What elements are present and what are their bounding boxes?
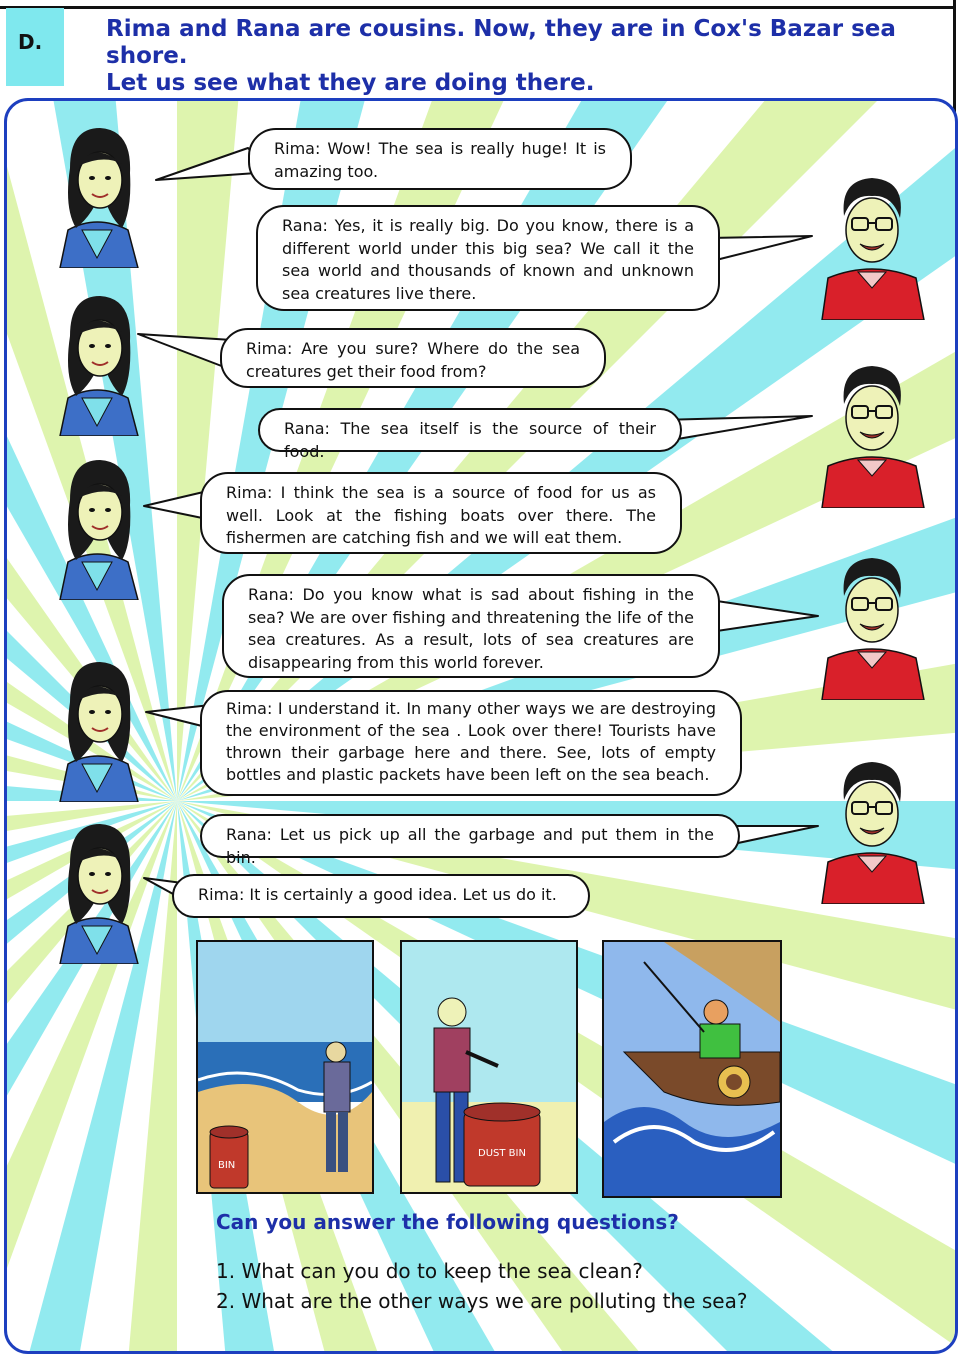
questions-list: [216, 1256, 747, 1316]
speech-bubble-rana-3: Rana: Do you know what is sad about fishing in the sea? We are over fishing and threatening the life of the sea creatures. As a result, lots of sea creatures are disappearing from this world forever.: [222, 574, 720, 678]
page-heading: [106, 16, 946, 97]
question-item: 2. What are the other ways we are polluting the sea?: [216, 1289, 748, 1313]
rana-character: [812, 744, 932, 904]
speech-bubble-rima-5: Rima: It is certainly a good idea. Let us do it.: [172, 874, 590, 918]
rima-character: [42, 814, 152, 964]
bin-label: BIN: [218, 1160, 236, 1171]
rana-character: [812, 160, 932, 320]
rima-character: [42, 286, 152, 436]
rana-character: [812, 348, 932, 508]
question-item: 1. What can you do to keep the sea clean?: [216, 1259, 643, 1283]
section-label: D.: [18, 30, 43, 54]
beach-cleanup-illustration: [196, 940, 374, 1194]
rana-character: [812, 540, 932, 700]
speech-bubble-rima-4: Rima: I understand it. In many other ways we are destroying the environment of the sea . Look over there! Tourists have thrown their garbage here and there. See, lots of empty bottles and plastic packets have been left on the sea beach.: [200, 690, 742, 796]
speech-bubble-rana-2: Rana: The sea itself is the source of their food.: [258, 408, 682, 452]
speech-bubble-rana-4: Rana: Let us pick up all the garbage and put them in the bin.: [200, 814, 740, 858]
dustbin-scene: [402, 942, 576, 1192]
fisherman-illustration: [602, 940, 782, 1198]
questions-title: Can you answer the following questions?: [216, 1210, 679, 1234]
heading-line-2: Let us see what they are doing there.: [106, 70, 595, 96]
heading-line-1: Rima and Rana are cousins. Now, they are in Cox's Bazar sea shore.: [106, 16, 896, 69]
rima-character: [42, 118, 152, 268]
dustbin-illustration: [400, 940, 578, 1194]
top-rule: [0, 0, 955, 9]
rima-character: [42, 652, 152, 802]
speech-bubble-rima-3: Rima: I think the sea is a source of food for us as well. Look at the fishing boats over there. The fishermen are catching fish and we will eat them.: [200, 472, 682, 554]
rima-character: [42, 450, 152, 600]
section-badge: [6, 8, 64, 86]
dustbin-label: DUST BIN: [478, 1148, 526, 1159]
speech-bubble-rima-1: Rima: Wow! The sea is really huge! It is amazing too.: [248, 128, 632, 190]
fishing-scene: [604, 942, 780, 1196]
speech-bubble-rana-1: Rana: Yes, it is really big. Do you know, there is a different world under this big sea? We call it the sea world and thousands of known and unknown sea creatures live there.: [256, 205, 720, 311]
speech-bubble-rima-2: Rima: Are you sure? Where do the sea creatures get their food from?: [220, 328, 606, 388]
beach-scene: [198, 942, 372, 1192]
